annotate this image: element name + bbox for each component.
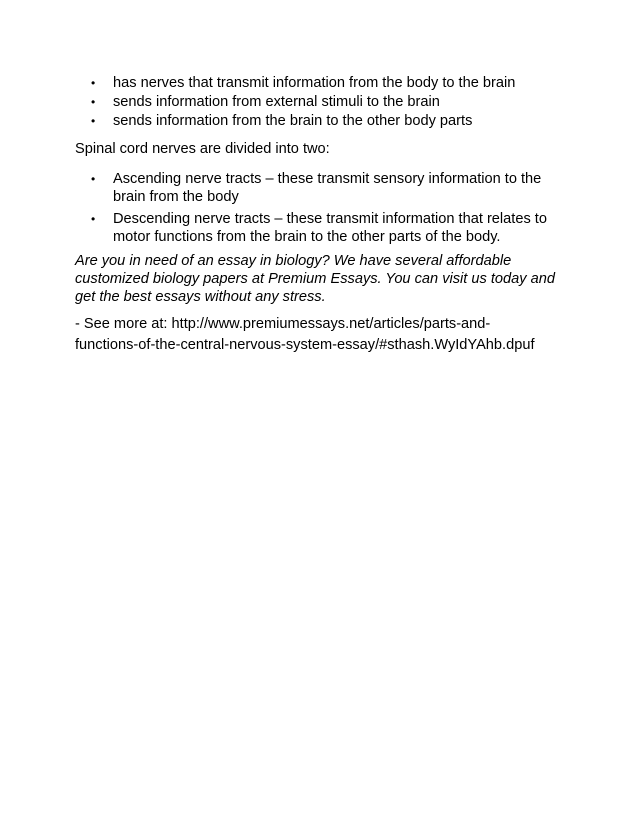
list-item <box>75 170 575 206</box>
promo-paragraph: Are you in need of an essay in biology? We have several affordable customized biology papers at Premium Essays. You can visit us today and get the best essays without any stress. <box>75 253 555 305</box>
list-item-text: sends information from the brain to the other body parts <box>113 113 473 129</box>
list-item-text: Ascending nerve tracts – these transmit sensory information to the brain from the body <box>113 171 542 205</box>
document-body <box>75 74 575 356</box>
bullet-icon: • <box>91 212 96 226</box>
nerve-tracts-list <box>75 170 575 246</box>
list-item <box>75 93 575 111</box>
see-more-link <box>75 314 575 356</box>
list-item <box>75 74 575 92</box>
bullet-icon: • <box>91 114 96 128</box>
nerve-functions-list <box>75 74 575 130</box>
list-item <box>75 112 575 130</box>
list-item-text: Descending nerve tracts – these transmit information that relates to motor functions from the brain to the other parts of the body. <box>113 211 547 245</box>
list-item-text: has nerves that transmit information from the body to the brain <box>113 75 516 91</box>
see-more-line-2: functions-of-the-central-nervous-system-essay/#sthash.WyIdYAhb.dpuf <box>75 337 535 353</box>
list-item <box>75 210 575 246</box>
list-item-text: sends information from external stimuli to the brain <box>113 94 440 110</box>
bullet-icon: • <box>91 76 96 90</box>
see-more-line-1: - See more at: http://www.premiumessays.net/articles/parts-and- <box>75 316 491 332</box>
bullet-icon: • <box>91 172 96 186</box>
bullet-icon: • <box>91 95 96 109</box>
intro-paragraph: Spinal cord nerves are divided into two: <box>75 141 330 157</box>
